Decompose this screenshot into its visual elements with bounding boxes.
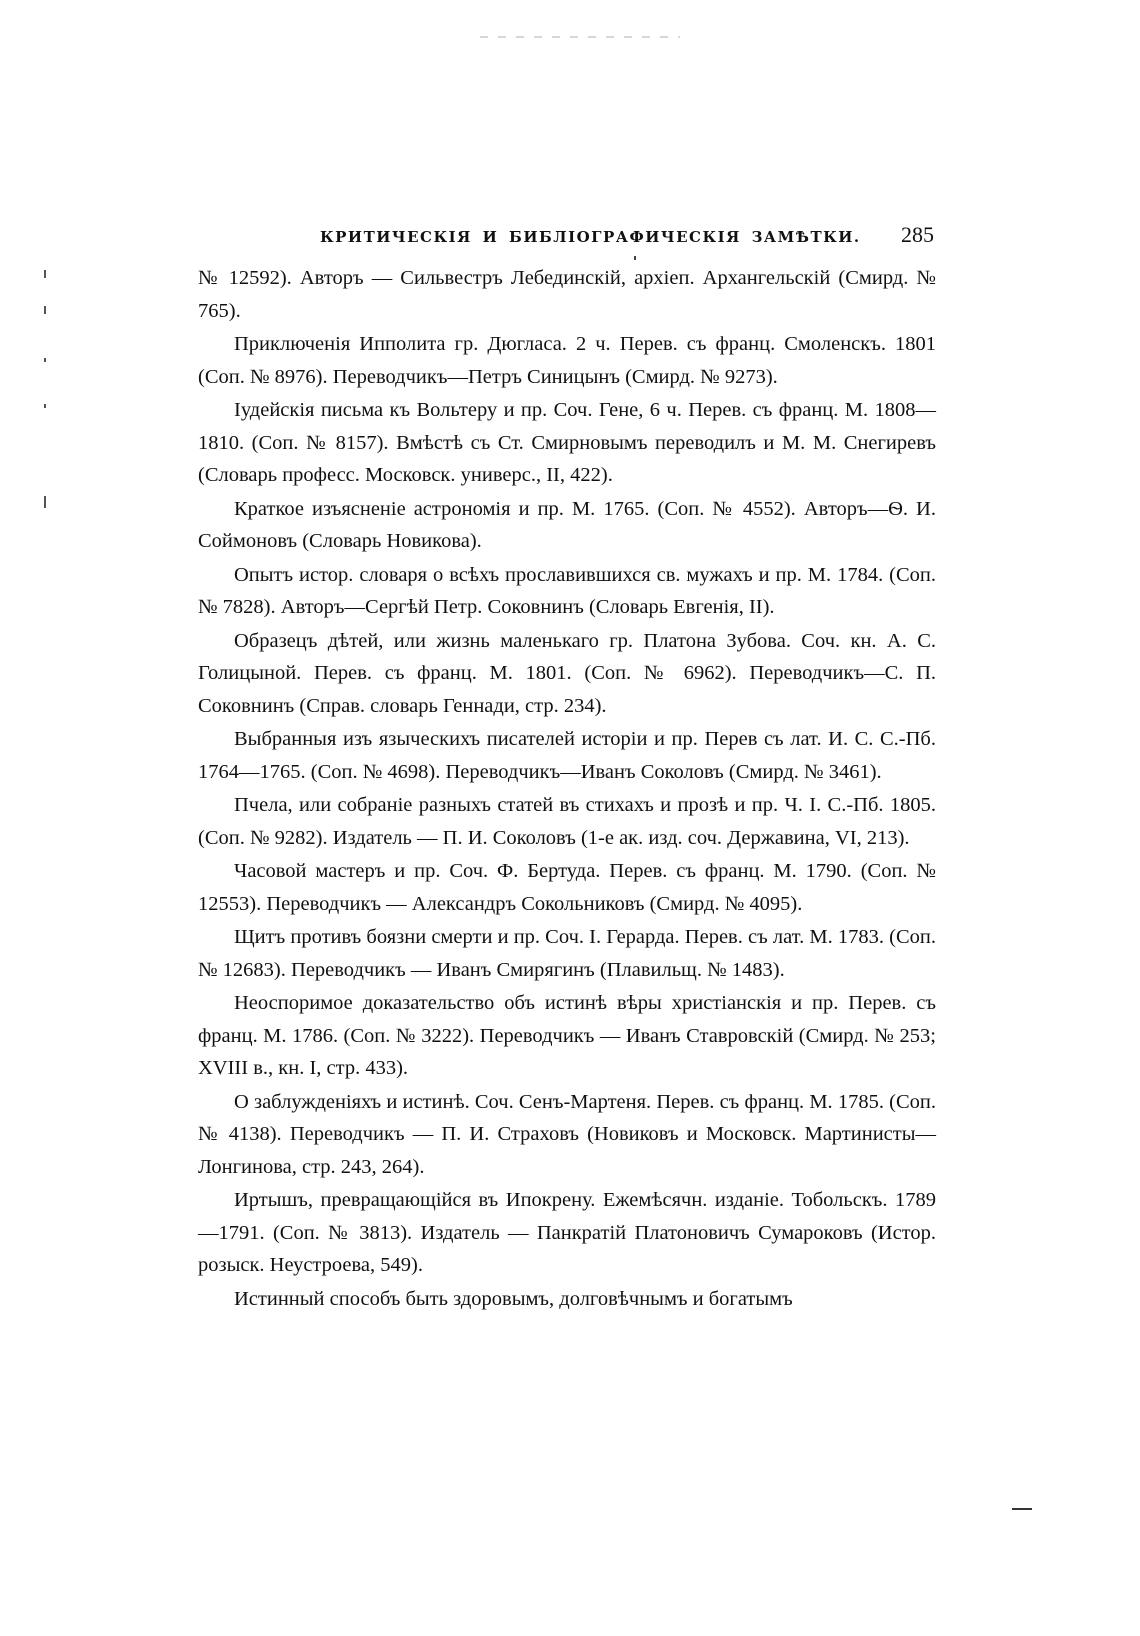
- page-header: [200, 222, 940, 252]
- bibliography-entry: Образецъ дѣтей, или жизнь маленькаго гр. Платона Зубова. Соч. кн. А. С. Голицыной. Перев. съ франц. М. 1801. (Соп. № 6962). Переводчикъ—С. П. Соковнинъ (Справ. словарь Геннади, стр. 234).: [198, 629, 936, 717]
- margin-mark: [44, 358, 46, 362]
- bibliography-entry: О заблужденіяхъ и истинѣ. Соч. Сенъ-Мартеня. Перев. съ франц. М. 1785. (Соп. № 4138). Переводчикъ — П. И. Страховъ (Новиковъ и Московск. Мартинисты—Лонгинова, стр. 243, 264).: [198, 1090, 936, 1178]
- text-body: [198, 262, 936, 1316]
- bibliography-entry: Истинный способъ быть здоровымъ, долговѣчнымъ и богатымъ: [234, 1287, 793, 1310]
- margin-mark: [44, 404, 46, 408]
- bibliography-entry: Краткое изъясненіе астрономія и пр. М. 1765. (Соп. № 4552). Авторъ—Ѳ. И. Соймоновъ (Словарь Новикова).: [198, 497, 936, 552]
- bibliography-entry: Пчела, или собраніе разныхъ статей въ стихахъ и прозѣ и пр. Ч. I. С.-Пб. 1805. (Соп. № 9282). Издатель — П. И. Соколовъ (1-е ак. изд. соч. Державина, VI, 213).: [198, 794, 936, 849]
- bibliography-entry: Опытъ истор. словаря о всѣхъ прославившихся св. мужахъ и пр. М. 1784. (Соп. № 7828). Авторъ—Сергѣй Петр. Соковнинъ (Словарь Евгенія, II).: [198, 563, 936, 618]
- bibliography-entry: Приключенія Ипполита гр. Дюгласа. 2 ч. Перев. съ франц. Смоленскъ. 1801 (Соп. № 8976). Переводчикъ—Петръ Синицынъ (Смирд. № 9273).: [198, 333, 936, 388]
- margin-dash: [1012, 1508, 1032, 1510]
- bibliography-entry: Иртышъ, превращающійся въ Ипокрену. Ежемѣсячн. изданіе. Тобольскъ. 1789—1791. (Соп. № 3813). Издатель — Панкратій Платоновичъ Сумароковъ (Истор. розыск. Неустроева, 549).: [198, 1189, 936, 1276]
- margin-mark: [44, 496, 46, 508]
- scan-artifact-tick: [634, 256, 636, 260]
- bibliography-entry: Іудейскія письма къ Вольтеру и пр. Соч. Гене, 6 ч. Перев. съ франц. М. 1808—1810. (Соп. № 8157). Вмѣстѣ съ Ст. Смирновымъ переводилъ и М. М. Снегиревъ (Словарь професс. Московск. универс., II, 422).: [198, 399, 936, 486]
- margin-mark: [44, 306, 46, 314]
- bibliography-entry: Часовой мастеръ и пр. Соч. Ф. Бертуда. Перев. съ франц. М. 1790. (Соп. № 12553). Переводчикъ — Александръ Сокольниковъ (Смирд. № 4095).: [198, 860, 936, 915]
- bibliography-entry: Щитъ противъ боязни смерти и пр. Соч. I. Герарда. Перев. съ лат. М. 1783. (Соп. № 12683). Переводчикъ — Иванъ Смирягинъ (Плавильщ. № 1483).: [198, 926, 936, 981]
- page-number: 285: [901, 222, 934, 247]
- bibliography-entry: Неоспоримое доказательство объ истинѣ вѣры христіанскія и пр. Перев. съ франц. М. 1786. (Соп. № 3222). Переводчикъ — Иванъ Ставровскій (Смирд. № 253; XVIII в., кн. I, стр. 433).: [198, 992, 936, 1079]
- margin-mark: [44, 270, 46, 278]
- bibliography-entry: Выбранныя изъ языческихъ писателей исторіи и пр. Перев съ лат. И. С. С.-Пб. 1764—1765. (Соп. № 4698). Переводчикъ—Иванъ Соколовъ (Смирд. № 3461).: [198, 728, 936, 783]
- bibliography-entry: № 12592). Авторъ — Сильвестръ Лебединскій, архіеп. Архангельскій (Смирд. № 765).: [198, 267, 936, 322]
- running-title: КРИТИЧЕСКІЯ И БИБЛІОГРАФИЧЕСКІЯ ЗАМѢТКИ.: [320, 228, 861, 246]
- scan-artifact: [480, 36, 680, 38]
